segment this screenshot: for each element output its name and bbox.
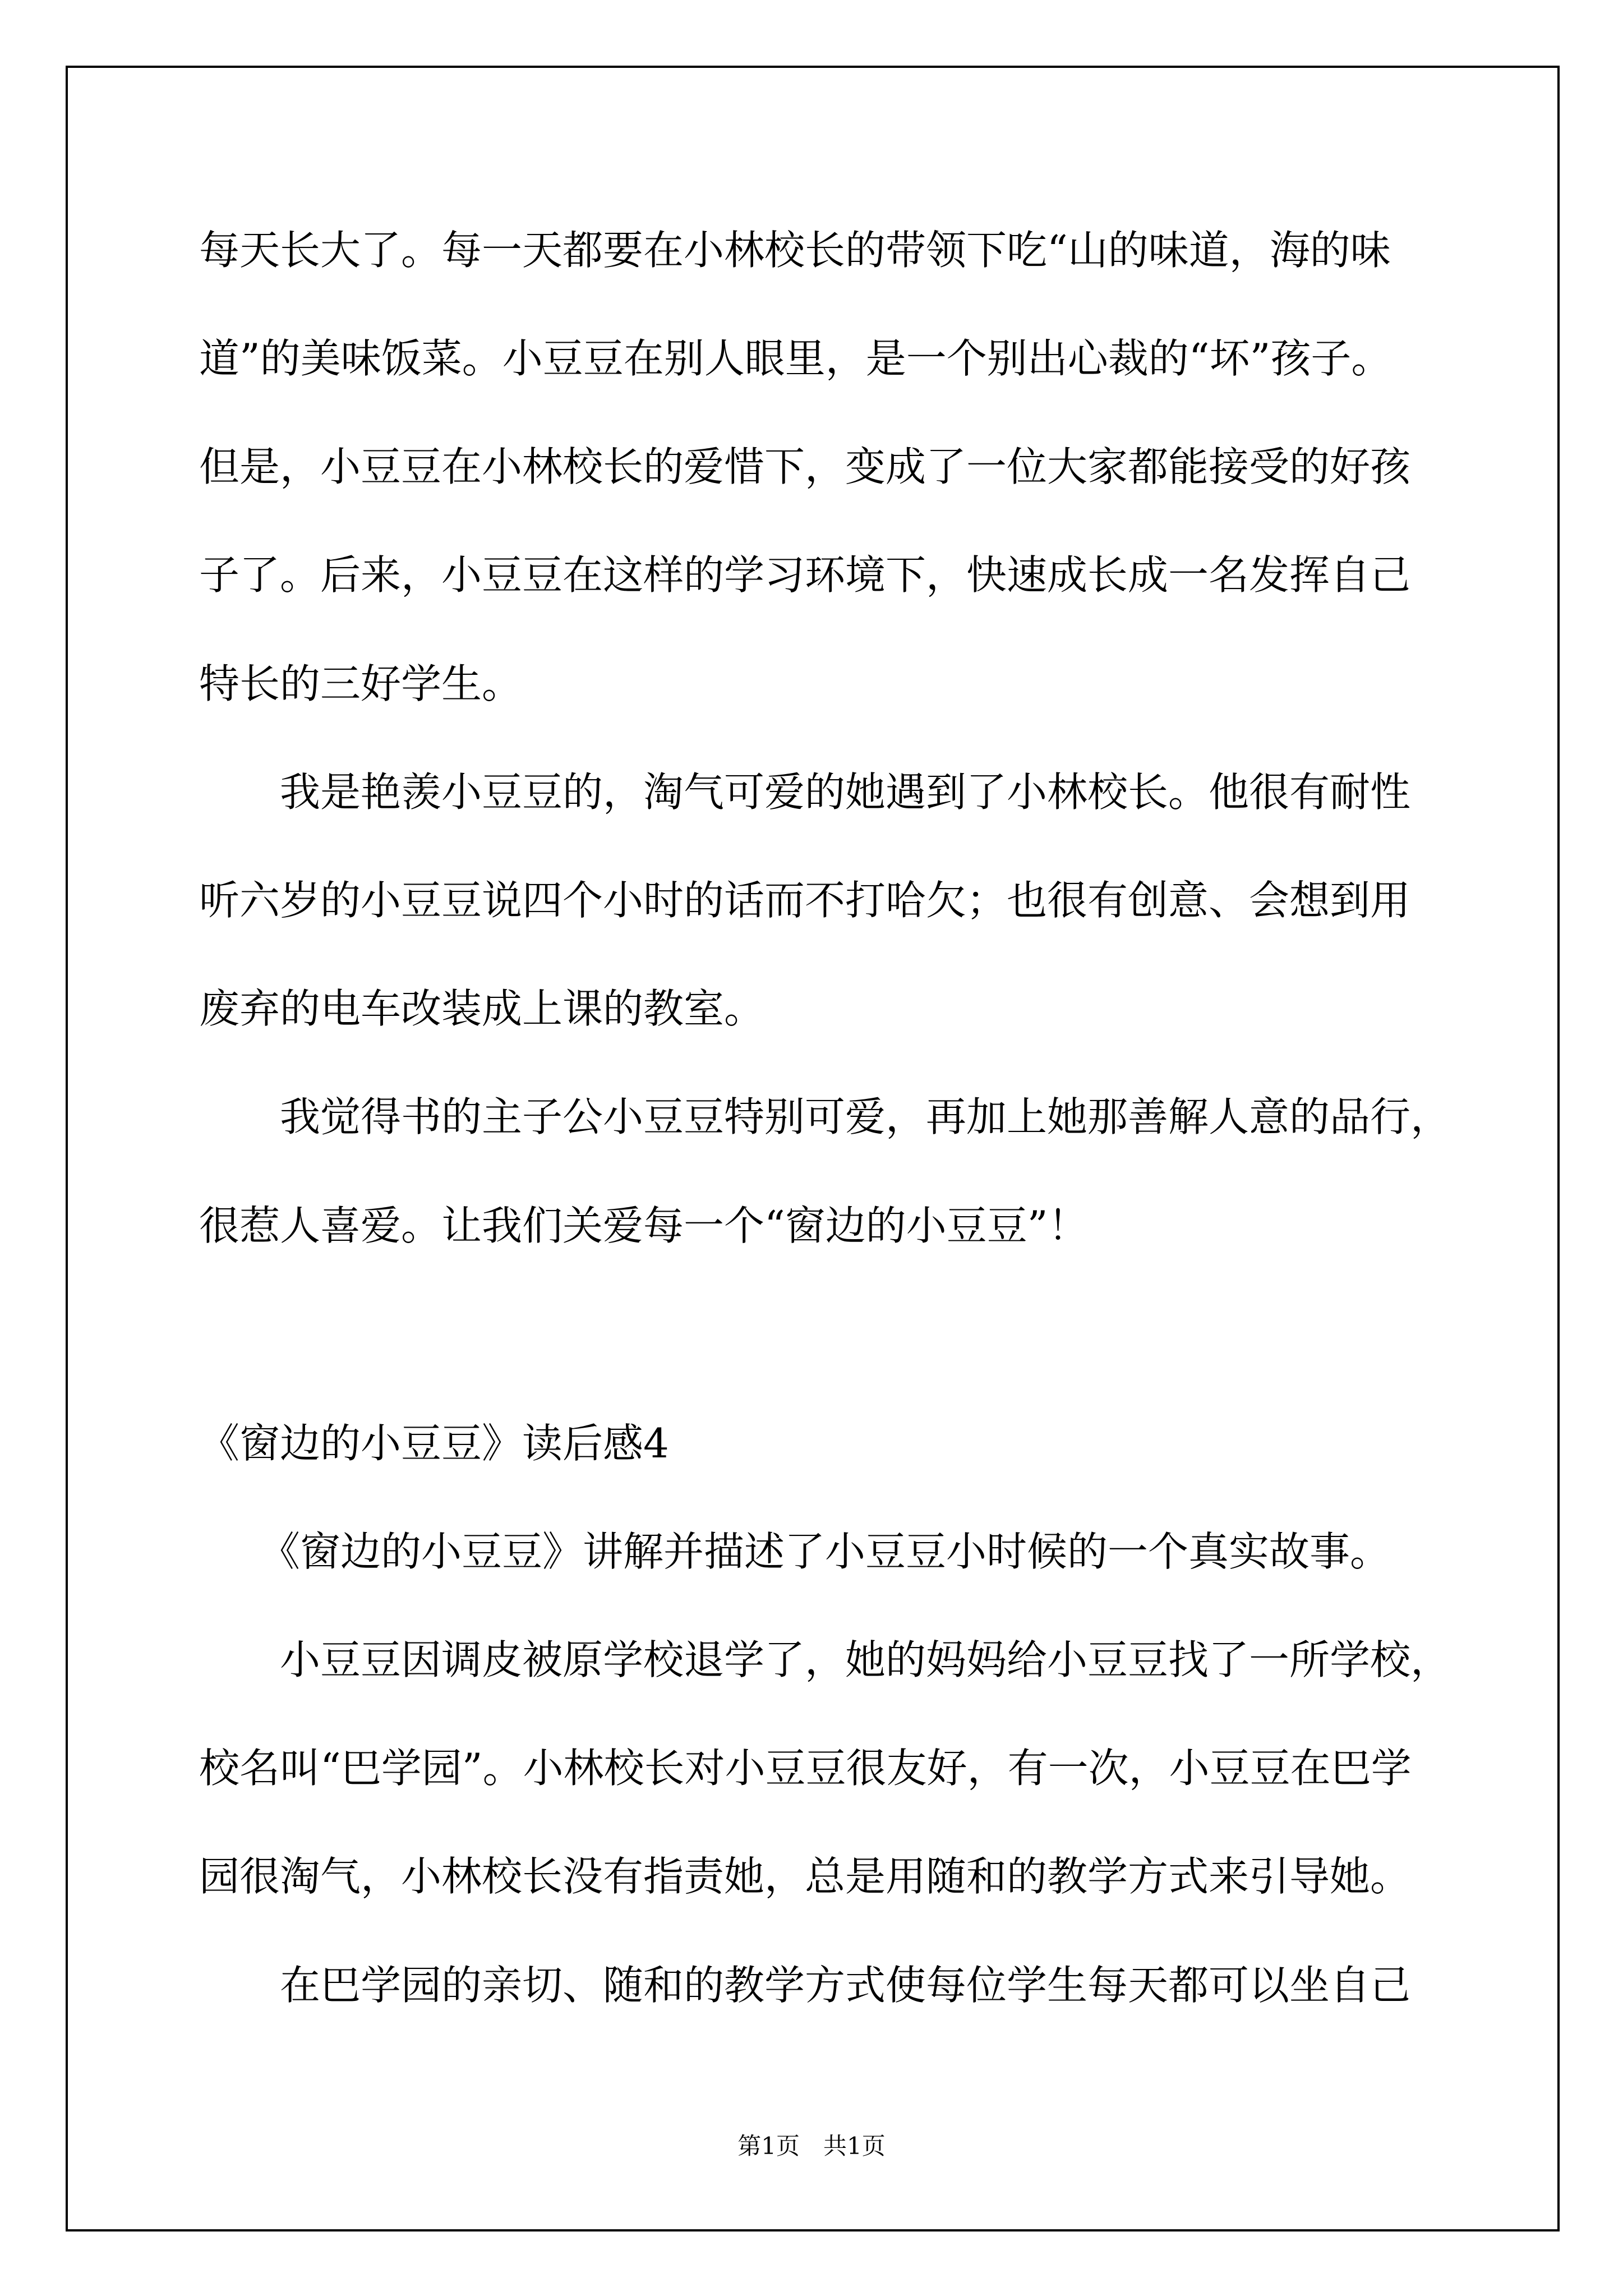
text-line: 道”的美味饭菜。小豆豆在别人眼里，是一个别出心裁的“坏”孩子。 [199,335,1392,382]
page-footer: 第1页 共1页 [737,2132,886,2160]
text-line: 《窗边的小豆豆》讲解并描述了小豆豆小时候的一个真实故事。 [199,1528,1391,1575]
text-line: 特长的三好学生。 [199,660,523,707]
text-line: 我觉得书的主子公小豆豆特别可爱，再加上她那善解人意的品行， [199,1093,1451,1140]
text-line: 很惹人喜爱。让我们关爱每一个“窗边的小豆豆”！ [199,1202,1089,1249]
text-line: 小豆豆因调皮被原学校退学了，她的妈妈给小豆豆找了一所学校， [199,1636,1451,1683]
text-line: 但是，小豆豆在小林校长的爱惜下，变成了一位大家都能接受的好孩 [199,443,1411,490]
section-heading: 《窗边的小豆豆》读后感4 [199,1420,669,1467]
text-line: 我是艳羡小豆豆的，淘气可爱的她遇到了小林校长。他很有耐性 [199,769,1411,816]
text-line: 校名叫“巴学园”。小林校长对小豆豆很友好，有一次，小豆豆在巴学 [199,1745,1412,1792]
text-line: 废弃的电车改装成上课的教室。 [199,985,765,1032]
text-line: 在巴学园的亲切、随和的教学方式使每位学生每天都可以坐自己 [199,1962,1411,2009]
text-line: 园很淘气，小林校长没有指责她，总是用随和的教学方式来引导她。 [199,1853,1411,1900]
page-border [66,66,1560,2231]
text-line: 听六岁的小豆豆说四个小时的话而不打哈欠；也很有创意、会想到用 [199,877,1411,924]
text-line: 子了。后来，小豆豆在这样的学习环境下，快速成长成一名发挥自己 [199,551,1411,599]
text-line: 每天长大了。每一天都要在小林校长的带领下吃“山的味道，海的味 [199,227,1391,274]
